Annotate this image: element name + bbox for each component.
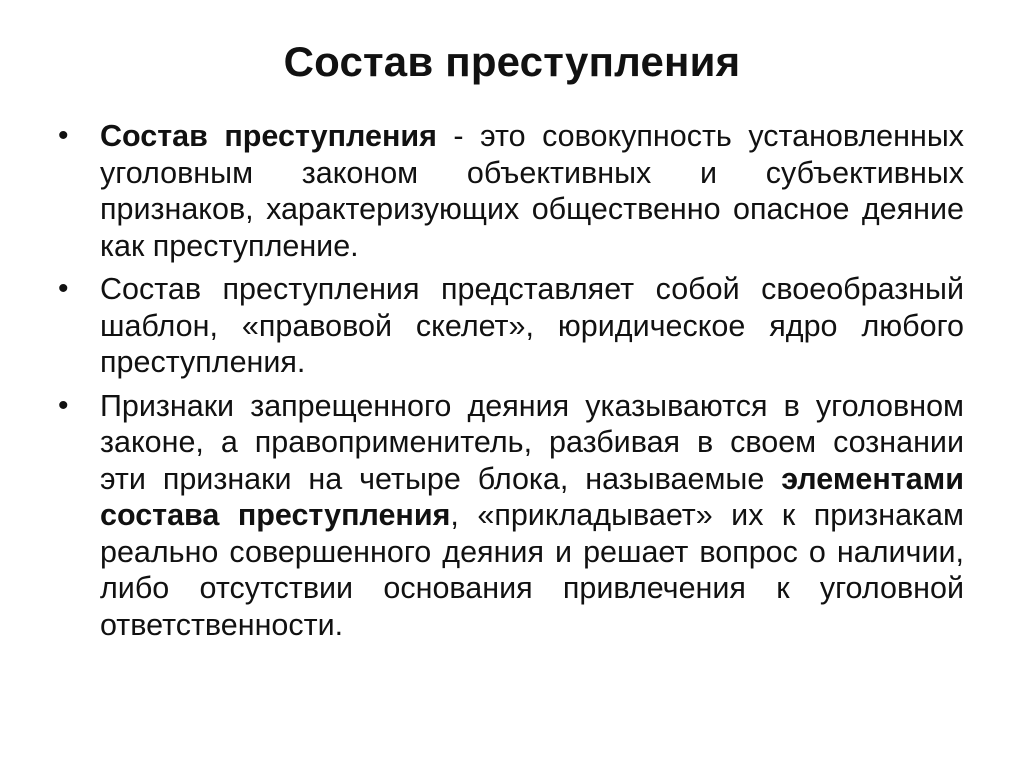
bullet-marker: •: [58, 388, 69, 422]
bullet-text-before: Признаки запрещенного деяния указываются в уголовном законе, а правоприменитель, разбивая в своем сознании эти признаки на четыре блока, называемые: [100, 388, 964, 496]
bullet-item-elements: [58, 388, 964, 644]
bullet-text: [100, 389, 964, 642]
bullet-item-template: [58, 271, 964, 381]
bold-term: элементами состава преступления: [100, 461, 964, 532]
bold-term: Состав преступления: [100, 119, 437, 153]
bullet-item-definition: [58, 118, 964, 264]
bullet-text: [100, 119, 964, 263]
slide-title: Состав преступления: [283, 38, 741, 85]
bullet-text: Состав преступления представляет собой своеобразный шаблон, «правовой скелет», юридическое ядро любого преступления.: [100, 272, 964, 379]
bullet-marker: •: [58, 272, 69, 305]
bullet-list: [58, 118, 964, 650]
bullet-text-body: - это совокупность установленных уголовным законом объективных и субъективных признаков, характеризующих общественно опасное деяние как преступление.: [100, 119, 964, 263]
bullet-marker: •: [58, 119, 69, 152]
bullet-text-after: , «прикладывает» их к признакам реально совершенного деяния и решает вопрос о наличии, либо отсутствии основания привлечения к уголовной ответственности.: [100, 498, 964, 642]
